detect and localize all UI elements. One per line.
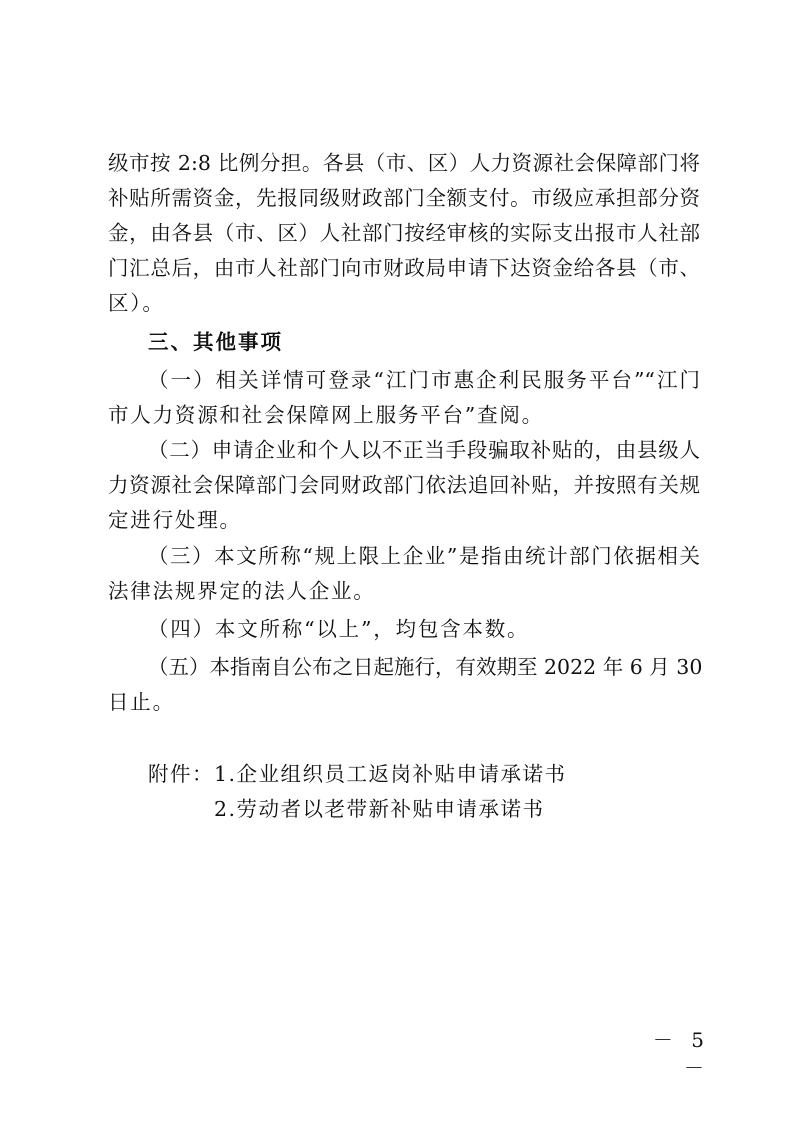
section-heading: 三、其他事项	[148, 330, 283, 354]
list-item-line: 力资源社会保障部门会同财政部门依法追回补贴，并按照有关规	[108, 473, 700, 497]
paragraph-line: 补贴所需资金，先报同级财政部门全额支付。市级应承担部分资	[108, 186, 700, 210]
list-item-line: 日止。	[108, 690, 175, 714]
paragraph-line: 级市按 2:8 比例分担。各县（市、区）人力资源社会保障部门将	[108, 151, 700, 175]
list-item-line: 法律法规界定的法人企业。	[108, 579, 376, 603]
paragraph-line: 金，由各县（市、区）人社部门按经审核的实际支出报市人社部	[108, 221, 700, 245]
attachment-item: 2.劳动者以老带新补贴申请承诺书	[214, 797, 545, 821]
list-item-line: 市人力资源和社会保障网上服务平台”查阅。	[108, 403, 544, 427]
page-number: － 5 －	[652, 1028, 710, 1080]
list-item-line: （四）本文所称“以上”，均包含本数。	[148, 617, 530, 641]
paragraph-line: 区）。	[108, 291, 165, 315]
attachment-label: 附件：	[148, 762, 214, 786]
list-item-line: （三）本文所称“规上限上企业”是指由统计部门依据相关	[148, 544, 700, 568]
list-item-line: （一）相关详情可登录“江门市惠企利民服务平台”“江门	[148, 368, 700, 392]
attachment-item: 1.企业组织员工返岗补贴申请承诺书	[214, 762, 567, 786]
list-item-line: 定进行处理。	[108, 508, 242, 532]
paragraph-line: 门汇总后，由市人社部门向市财政局申请下达资金给各县（市、	[108, 256, 700, 280]
list-item-line: （五）本指南自公布之日起施行，有效期至 2022 年 6 月 30	[148, 655, 703, 679]
list-item-line: （二）申请企业和个人以不正当手段骗取补贴的，由县级人	[148, 438, 700, 462]
